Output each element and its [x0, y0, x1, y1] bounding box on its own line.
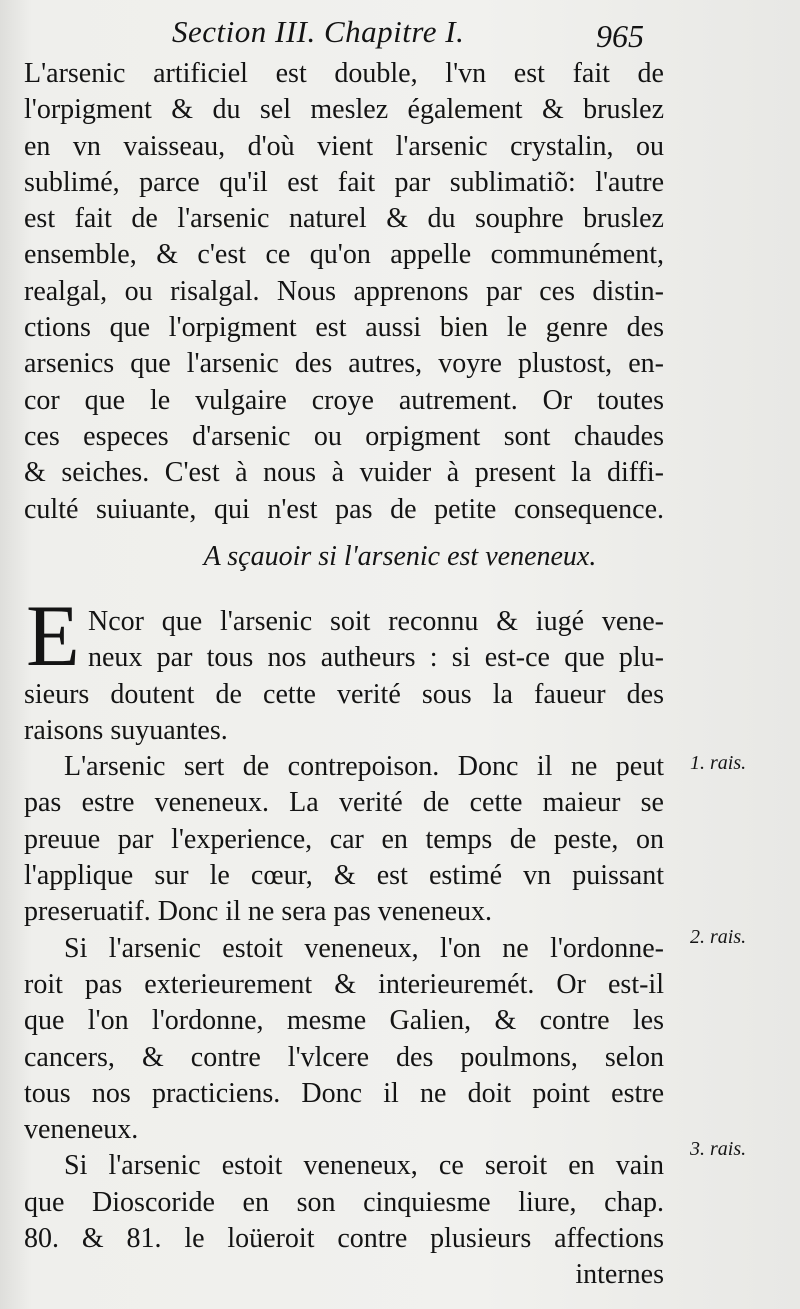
drop-cap: E [26, 588, 80, 685]
text-line: neux par tous nos autheurs : si est-ce que plu- [88, 642, 664, 674]
text-line: que Dioscoride en son cinquiesme liure, chap. [24, 1186, 664, 1218]
text-line: ctions que l'orpigment est aussi bien le genre des [24, 312, 664, 344]
text-line: en vn vaisseau, d'où vient l'arsenic crystalin, ou [24, 130, 664, 162]
text-block-main [24, 604, 664, 1294]
text-line: l'applique sur le cœur, & est estimé vn puissant [24, 860, 664, 892]
text-line: pas estre veneneux. La verité de cette maieur se [24, 787, 664, 819]
text-line: realgal, ou risalgal. Nous apprenons par ces distin- [24, 275, 664, 307]
text-line: culté suiuante, qui n'est pas de petite consequence. [24, 493, 664, 525]
text-line: roit pas exterieurement & interieuremét. Or est-il [24, 968, 664, 1000]
text-line: Ncor que l'arsenic soit reconnu & iugé vene- [88, 606, 664, 637]
text-line: ensemble, & c'est ce qu'on appelle communément, [24, 239, 664, 271]
text-line: que l'on l'ordonne, mesme Galien, & contre les [24, 1005, 664, 1037]
text-line: tous nos practiciens. Donc il ne doit point estre [24, 1077, 664, 1109]
text-line: arsenics que l'arsenic des autres, voyre plustost, en- [24, 348, 664, 380]
text-line: & seiches. C'est à nous à vuider à present la diffi- [24, 457, 664, 489]
text-line: l'orpigment & du sel meslez également & bruslez [24, 94, 664, 126]
page-number: 965 [596, 18, 644, 54]
text-line: cancers, & contre l'vlcere des poulmons, selon [24, 1041, 664, 1073]
text-line: est fait de l'arsenic naturel & du souphre bruslez [24, 203, 664, 235]
text-block-intro [24, 56, 664, 528]
page-header [0, 14, 800, 54]
text-line: L'arsenic sert de contrepoison. Donc il ne peut [64, 751, 664, 783]
catchword: internes [575, 1259, 664, 1291]
text-line: Si l'arsenic estoit veneneux, l'on ne l'ordonne- [64, 932, 664, 964]
margin-note: 3. rais. [690, 1138, 747, 1160]
text-line: cor que le vulgaire croye autrement. Or toutes [24, 384, 664, 416]
text-line: preseruatif. Donc il ne sera pas veneneux. [24, 896, 493, 928]
text-line: raisons suyuantes. [24, 714, 228, 746]
section-title: A sçauoir si l'arsenic est veneneux. [203, 541, 597, 572]
running-head: Section III. Chapitre I. [172, 14, 465, 49]
text-line: sieurs doutent de cette verité sous la faueur des [24, 678, 664, 710]
text-line: sublimé, parce qu'il est fait par sublimatiõ: l'autre [24, 166, 664, 198]
text-line: Si l'arsenic estoit veneneux, ce seroit en vain [64, 1150, 664, 1182]
text-line: veneneux. [24, 1114, 139, 1146]
margin-note: 2. rais. [690, 926, 747, 948]
text-line: 80. & 81. le loüeroit contre plusieurs affections [24, 1223, 664, 1255]
text-line: L'arsenic artificiel est double, l'vn est fait de [24, 58, 664, 89]
margin-note: 1. rais. [690, 752, 747, 774]
text-line: preuue par l'experience, car en temps de peste, on [24, 823, 664, 855]
text-line: ces especes d'arsenic ou orpigment sont chaudes [24, 420, 664, 452]
